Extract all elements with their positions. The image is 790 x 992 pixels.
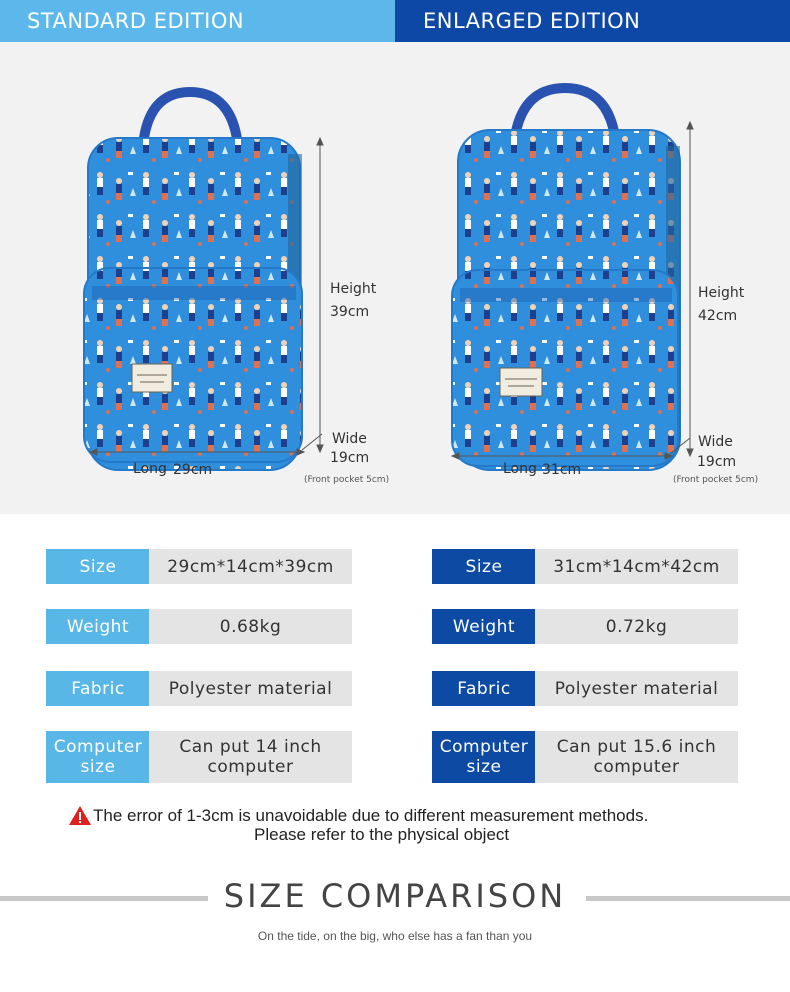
size-comparison-title: SIZE COMPARISON bbox=[223, 877, 567, 915]
enlarged-wide-label: Wide bbox=[698, 434, 733, 450]
backpack-illustrations bbox=[0, 42, 790, 514]
standard-edition-header bbox=[0, 0, 395, 42]
enlarged-edition-title: ENLARGED EDITION bbox=[423, 9, 641, 33]
enlarged-weight-label: Weight bbox=[432, 609, 536, 644]
enlarged-long-value: 31cm bbox=[542, 462, 582, 478]
standard-weight-label: Weight bbox=[46, 609, 150, 644]
enlarged-computer-size-value bbox=[535, 731, 738, 783]
enlarged-computer-size-label bbox=[432, 731, 536, 783]
standard-computer-label-line2: size bbox=[80, 757, 116, 777]
standard-long-value: 29cm bbox=[173, 462, 213, 478]
enlarged-backpack-image bbox=[452, 88, 680, 470]
enlarged-computer-label-line1: Computer bbox=[439, 737, 529, 757]
physical-object-notice: Please refer to the physical object bbox=[254, 825, 510, 844]
measurement-notice: The error of 1-3cm is unavoidable due to different measurement methods. bbox=[93, 806, 649, 825]
enlarged-edition-header bbox=[395, 0, 790, 42]
standard-fabric-value: Polyester material bbox=[149, 671, 352, 706]
standard-edition-title: STANDARD EDITION bbox=[27, 9, 245, 33]
enlarged-fabric-value: Polyester material bbox=[535, 671, 738, 706]
standard-wide-value: 19cm bbox=[330, 450, 370, 466]
enlarged-height-label: Height bbox=[698, 285, 745, 301]
standard-fabric-label: Fabric bbox=[46, 671, 150, 706]
standard-size-value: 29cm*14cm*39cm bbox=[149, 549, 352, 584]
enlarged-weight-value: 0.72kg bbox=[535, 609, 738, 644]
standard-wide-label: Wide bbox=[332, 431, 367, 447]
standard-computer-value-line1: Can put 14 inch bbox=[179, 737, 322, 757]
enlarged-size-label: Size bbox=[432, 549, 536, 584]
standard-height-label: Height bbox=[330, 281, 377, 297]
enlarged-computer-value-line1: Can put 15.6 inch bbox=[556, 737, 717, 757]
standard-size-label: Size bbox=[46, 549, 150, 584]
enlarged-pocket-note: (Front pocket 5cm) bbox=[673, 475, 759, 485]
enlarged-computer-label-line2: size bbox=[466, 757, 502, 777]
enlarged-computer-value-line2: computer bbox=[593, 757, 680, 777]
size-comparison-subtitle: On the tide, on the big, who else has a fan than you bbox=[257, 929, 533, 943]
standard-long-label: Long bbox=[133, 461, 167, 477]
enlarged-fabric-label: Fabric bbox=[432, 671, 536, 706]
standard-computer-size-value bbox=[149, 731, 352, 783]
standard-height-value: 39cm bbox=[330, 304, 370, 320]
warning-icon bbox=[68, 805, 92, 826]
standard-pocket-note: (Front pocket 5cm) bbox=[304, 475, 390, 485]
enlarged-size-value: 31cm*14cm*42cm bbox=[535, 549, 738, 584]
enlarged-height-value: 42cm bbox=[698, 308, 738, 324]
standard-computer-size-label bbox=[46, 731, 150, 783]
enlarged-wide-value: 19cm bbox=[697, 454, 737, 470]
standard-backpack-image bbox=[84, 92, 302, 470]
standard-weight-value: 0.68kg bbox=[149, 609, 352, 644]
enlarged-long-label: Long bbox=[503, 461, 537, 477]
standard-computer-label-line1: Computer bbox=[53, 737, 143, 757]
standard-computer-value-line2: computer bbox=[207, 757, 294, 777]
